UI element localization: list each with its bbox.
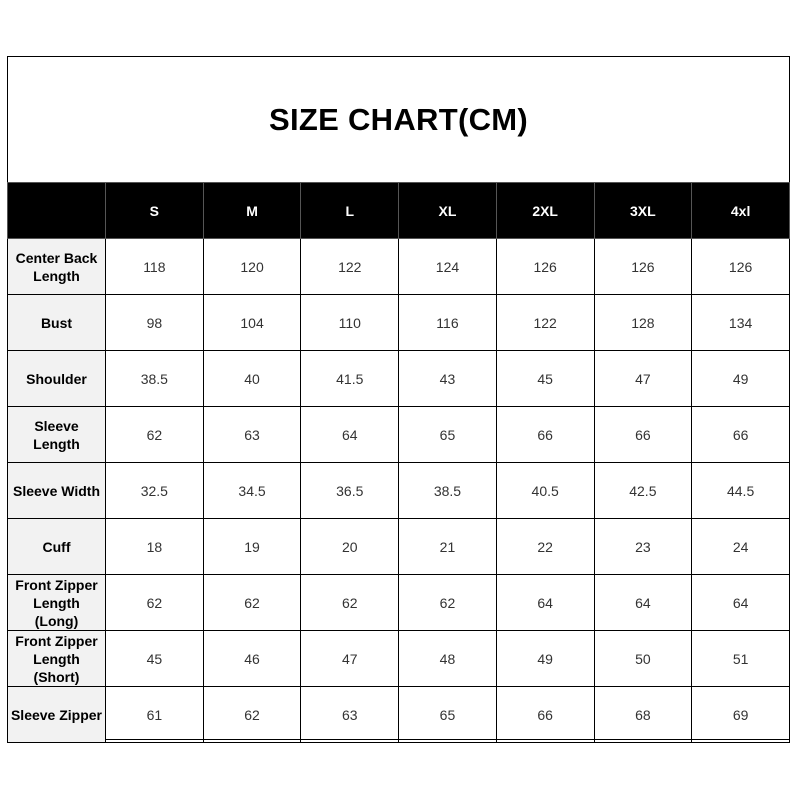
value-cell: 64 — [692, 575, 790, 631]
value-cell: 66 — [594, 407, 692, 463]
row-label-cell — [8, 351, 106, 407]
value-cell: 45 — [496, 351, 594, 407]
row-label-cell — [8, 575, 106, 631]
size-header-cell: XL — [399, 183, 497, 239]
value-cell: 65 — [399, 407, 497, 463]
row-label-line: Length — [33, 267, 80, 284]
row-label-line: Sleeve — [34, 417, 79, 434]
row-label-line: Shoulder — [26, 370, 87, 387]
value-cell: 20 — [301, 519, 399, 575]
size-header-cell: M — [203, 183, 301, 239]
value-cell: 126 — [594, 239, 692, 295]
table-row — [8, 463, 790, 519]
value-cell: 51 — [692, 631, 790, 687]
value-cell: 38.5 — [399, 463, 497, 519]
table-row — [8, 687, 790, 743]
value-cell: 126 — [496, 239, 594, 295]
value-cell: 22 — [496, 519, 594, 575]
value-cell: 66 — [496, 687, 594, 743]
row-label-cell — [8, 407, 106, 463]
value-cell: 62 — [203, 575, 301, 631]
title-box — [8, 57, 789, 182]
size-header-cell: 4xl — [692, 183, 790, 239]
size-header-cell: 2XL — [496, 183, 594, 239]
value-cell: 62 — [106, 407, 204, 463]
value-cell: 24 — [692, 519, 790, 575]
value-cell: 63 — [301, 687, 399, 743]
value-cell: 63 — [203, 407, 301, 463]
value-cell: 68 — [594, 687, 692, 743]
row-label-line: (Short) — [33, 668, 80, 685]
table-row — [8, 407, 790, 463]
value-cell: 50 — [594, 631, 692, 687]
row-label-line: Center Back — [15, 249, 98, 266]
value-cell: 66 — [496, 407, 594, 463]
table-row — [8, 295, 790, 351]
value-cell: 65 — [399, 687, 497, 743]
value-cell: 110 — [301, 295, 399, 351]
value-cell: 38.5 — [106, 351, 204, 407]
value-cell: 61 — [106, 687, 204, 743]
size-header-cell: S — [106, 183, 204, 239]
row-label-cell — [8, 687, 106, 743]
value-cell: 69 — [692, 687, 790, 743]
row-label-line: Bust — [40, 314, 73, 331]
row-label-line: Cuff — [42, 538, 71, 555]
value-cell: 116 — [399, 295, 497, 351]
row-label-cell — [8, 631, 106, 687]
table-row — [8, 575, 790, 631]
row-label-line: Length — [33, 650, 80, 667]
size-header-cell: L — [301, 183, 399, 239]
header-corner-cell — [8, 183, 106, 239]
value-cell: 41.5 — [301, 351, 399, 407]
value-cell: 98 — [106, 295, 204, 351]
value-cell: 46 — [203, 631, 301, 687]
row-label-line: Length — [33, 594, 80, 611]
value-cell: 62 — [203, 687, 301, 743]
value-cell: 43 — [399, 351, 497, 407]
value-cell: 47 — [594, 351, 692, 407]
value-cell: 64 — [496, 575, 594, 631]
row-label-line: Length — [33, 435, 80, 452]
table-row — [8, 631, 790, 687]
value-cell: 40.5 — [496, 463, 594, 519]
value-cell: 42.5 — [594, 463, 692, 519]
value-cell: 45 — [106, 631, 204, 687]
value-cell: 66 — [692, 407, 790, 463]
value-cell: 124 — [399, 239, 497, 295]
value-cell: 122 — [301, 239, 399, 295]
value-cell: 104 — [203, 295, 301, 351]
row-label-line: Front Zipper — [15, 632, 98, 649]
value-cell: 40 — [203, 351, 301, 407]
value-cell: 48 — [399, 631, 497, 687]
value-cell: 47 — [301, 631, 399, 687]
size-table — [7, 182, 790, 743]
size-header-row — [8, 183, 790, 239]
size-header-cell: 3XL — [594, 183, 692, 239]
value-cell: 44.5 — [692, 463, 790, 519]
value-cell: 23 — [594, 519, 692, 575]
value-cell: 18 — [106, 519, 204, 575]
value-cell: 126 — [692, 239, 790, 295]
value-cell: 64 — [301, 407, 399, 463]
value-cell: 62 — [106, 575, 204, 631]
row-label-line: Front Zipper — [15, 576, 98, 593]
table-row — [8, 519, 790, 575]
value-cell: 120 — [203, 239, 301, 295]
value-cell: 21 — [399, 519, 497, 575]
value-cell: 36.5 — [301, 463, 399, 519]
value-cell: 62 — [301, 575, 399, 631]
value-cell: 19 — [203, 519, 301, 575]
size-table-body — [8, 239, 790, 743]
value-cell: 118 — [106, 239, 204, 295]
row-label-line: Sleeve Width — [12, 482, 100, 499]
value-cell: 34.5 — [203, 463, 301, 519]
row-label-line: (Long) — [34, 612, 79, 629]
row-label-line: Sleeve Zipper — [10, 706, 103, 723]
value-cell: 122 — [496, 295, 594, 351]
value-cell: 134 — [692, 295, 790, 351]
value-cell: 49 — [496, 631, 594, 687]
row-label-cell — [8, 295, 106, 351]
value-cell: 49 — [692, 351, 790, 407]
value-cell: 62 — [399, 575, 497, 631]
table-row — [8, 351, 790, 407]
value-cell: 128 — [594, 295, 692, 351]
row-label-cell — [8, 519, 106, 575]
chart-title: SIZE CHART(CM) — [268, 101, 529, 137]
size-chart — [7, 56, 790, 740]
value-cell: 64 — [594, 575, 692, 631]
value-cell: 32.5 — [106, 463, 204, 519]
table-row — [8, 239, 790, 295]
row-label-cell — [8, 239, 106, 295]
row-label-cell — [8, 463, 106, 519]
